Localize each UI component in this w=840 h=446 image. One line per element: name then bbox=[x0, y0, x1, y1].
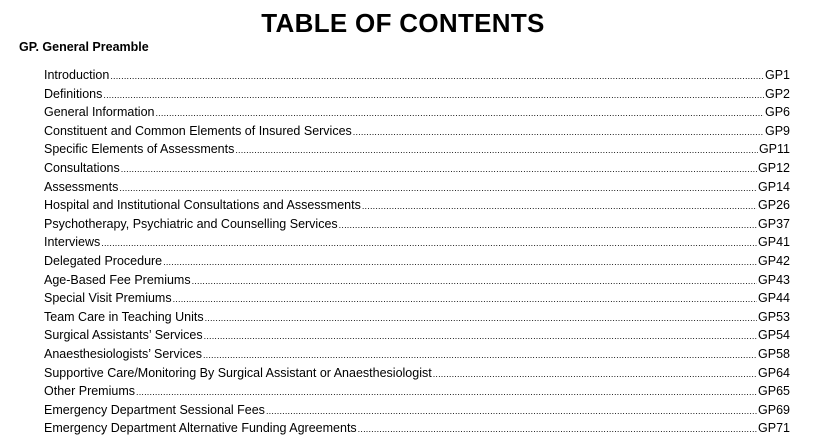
toc-entry-label: Supportive Care/Monitoring By Surgical Assistant or Anaesthesiologist bbox=[44, 365, 432, 380]
toc-entry-page: GP37 bbox=[758, 216, 790, 231]
toc-entry-label: Specific Elements of Assessments bbox=[44, 142, 235, 157]
toc-entry-page: GP26 bbox=[758, 198, 790, 213]
toc-entry-label: Anaesthesiologists’ Services bbox=[44, 346, 202, 361]
toc-entry-page: GP11 bbox=[758, 142, 790, 157]
toc-entry-label: Surgical Assistants’ Services bbox=[44, 328, 203, 343]
dot-leader bbox=[235, 141, 758, 160]
dot-leader bbox=[103, 86, 764, 105]
toc-entry[interactable] bbox=[44, 140, 790, 159]
toc-entry[interactable] bbox=[44, 66, 790, 85]
dot-leader bbox=[433, 365, 757, 384]
dot-leader bbox=[353, 123, 764, 142]
toc-entry[interactable] bbox=[44, 233, 790, 252]
toc-entry-page: GP2 bbox=[764, 86, 790, 101]
toc-entry-page: GP64 bbox=[758, 365, 790, 380]
toc-entry-label: Emergency Department Alternative Funding Agreements bbox=[44, 421, 357, 436]
dot-leader bbox=[155, 104, 764, 123]
toc-entry[interactable] bbox=[44, 401, 790, 420]
toc-entry-label: Assessments bbox=[44, 179, 119, 194]
section-heading: GP. General Preamble bbox=[19, 40, 149, 54]
dot-leader bbox=[204, 327, 757, 346]
toc-entry-page: GP69 bbox=[758, 402, 790, 417]
toc-entry[interactable] bbox=[44, 326, 790, 345]
dot-leader bbox=[173, 290, 757, 309]
toc-entry-page: GP9 bbox=[764, 123, 790, 138]
page-title: TABLE OF CONTENTS bbox=[261, 8, 545, 38]
toc-entry-label: Introduction bbox=[44, 68, 110, 82]
dot-leader bbox=[362, 197, 757, 216]
toc-entry-label: Consultations bbox=[44, 160, 120, 175]
toc-entry[interactable] bbox=[44, 419, 790, 438]
toc-list bbox=[44, 66, 790, 438]
toc-entry[interactable] bbox=[44, 159, 790, 178]
toc-entry[interactable] bbox=[44, 122, 790, 141]
toc-entry-page: GP42 bbox=[758, 253, 790, 268]
dot-leader bbox=[266, 402, 757, 421]
toc-entry[interactable] bbox=[44, 364, 790, 383]
toc-entry-label: Age-Based Fee Premiums bbox=[44, 272, 191, 287]
toc-entry-label: Constituent and Common Elements of Insured Services bbox=[44, 123, 352, 138]
toc-entry-page: GP44 bbox=[758, 291, 790, 306]
toc-entry-page: GP71 bbox=[758, 421, 790, 436]
toc-entry[interactable] bbox=[44, 215, 790, 234]
toc-entry-label: Definitions bbox=[44, 86, 103, 101]
dot-leader bbox=[358, 420, 757, 439]
dot-leader bbox=[136, 383, 757, 402]
toc-entry-label: Hospital and Institutional Consultations and Assessments bbox=[44, 198, 361, 213]
toc-entry-page: GP54 bbox=[758, 328, 790, 343]
toc-entry[interactable] bbox=[44, 345, 790, 364]
toc-entry-label: Emergency Department Sessional Fees bbox=[44, 402, 265, 417]
toc-entry[interactable] bbox=[44, 103, 790, 122]
toc-entry-page: GP41 bbox=[758, 235, 790, 250]
dot-leader bbox=[192, 272, 757, 291]
toc-entry-page: GP1 bbox=[764, 68, 790, 82]
toc-entry-label: Delegated Procedure bbox=[44, 253, 163, 268]
toc-entry-page: GP43 bbox=[758, 272, 790, 287]
toc-entry[interactable] bbox=[44, 382, 790, 401]
toc-entry[interactable] bbox=[44, 196, 790, 215]
toc-entry[interactable] bbox=[44, 85, 790, 104]
toc-entry-label: Interviews bbox=[44, 235, 101, 250]
dot-leader bbox=[110, 67, 764, 86]
dot-leader bbox=[339, 216, 757, 235]
toc-entry-page: GP65 bbox=[758, 384, 790, 399]
toc-entry-page: GP6 bbox=[764, 105, 790, 120]
toc-entry-label: General Information bbox=[44, 105, 155, 120]
toc-entry[interactable] bbox=[44, 271, 790, 290]
toc-entry[interactable] bbox=[44, 252, 790, 271]
dot-leader bbox=[205, 309, 757, 328]
toc-entry-label: Other Premiums bbox=[44, 384, 135, 399]
dot-leader bbox=[203, 346, 757, 365]
toc-entry[interactable] bbox=[44, 308, 790, 327]
toc-entry-page: GP58 bbox=[758, 346, 790, 361]
toc-entry-label: Psychotherapy, Psychiatric and Counselling Services bbox=[44, 216, 338, 231]
toc-entry-page: GP14 bbox=[758, 179, 790, 194]
toc-entry-label: Special Visit Premiums bbox=[44, 291, 172, 306]
toc-entry[interactable] bbox=[44, 178, 790, 197]
toc-entry-page: GP12 bbox=[758, 160, 790, 175]
dot-leader bbox=[163, 253, 757, 272]
toc-entry-page: GP53 bbox=[758, 309, 790, 324]
dot-leader bbox=[101, 234, 757, 253]
toc-entry[interactable] bbox=[44, 289, 790, 308]
dot-leader bbox=[119, 179, 757, 198]
dot-leader bbox=[121, 160, 757, 179]
toc-entry-label: Team Care in Teaching Units bbox=[44, 309, 204, 324]
